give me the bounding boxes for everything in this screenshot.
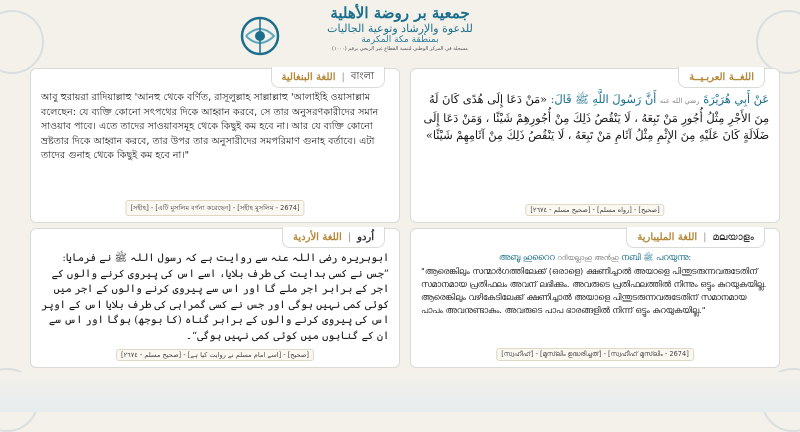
footer-band <box>0 372 800 412</box>
urdu-hadith-text: ابوہریرہ رضی اللہ عنہ سے روایت ہے کہ رسول اللہ ﷺ نے فرمایا: ”جس نے کسی ہدایت کی طرف بلایا، اسے اس کی پیروی کرنے والوں کے اجر کے برابر اجر ملے گا اور اس سے پیروی کرنے والوں کے اجر میں کوئی کمی نہیں ہوگی اور جس نے کسی گمراہی کی طرف بلایا اس کے اوپر اس کی پیروی کرنے والوں کے برابر گناہ (کا بوجھ) ہوگا اور اس سے ان کے گناہوں میں کوئی کمی نہیں ہوگی“۔ <box>41 252 389 342</box>
arabic-opening: أَنَّ رَسُولَ اللَّهِ ﷺ قَالَ: <box>550 93 657 106</box>
urdu-tab-native-label: اُردو <box>357 231 374 243</box>
malayalam-card <box>410 228 780 368</box>
arabic-tab-label: اللغــة العربـيــة <box>689 71 754 83</box>
bengali-tab-arabic-label: اللغة البنغالية <box>281 71 336 83</box>
malayalam-saying: നബി ﷺ പറയുന്നു: <box>621 252 692 262</box>
malayalam-narrator: അബൂ ഹുറൈറ <box>498 252 555 262</box>
organization-city: بمنطقة مكة المكرمة <box>361 35 439 45</box>
organization-logo <box>285 4 515 64</box>
organization-subtitle: للدعوة والإرشاد وتوعية الجاليات <box>327 22 473 35</box>
bengali-source: [সহীহ] - [এটি মুসলিম বর্ণনা করেছেন] - [সহীহ মুসলিম - 2674] <box>125 200 304 216</box>
malayalam-source: [സ്വഹീഹ്] - [മുസ്‌ലിം ഉദ്ധരിച്ചത്] - [സ്വഹീഹ് മുസ്‌ലിം - 2674] <box>496 348 694 361</box>
organization-name: جمعية بر روضة الأهلية <box>330 4 470 22</box>
urdu-card <box>30 228 400 368</box>
arabic-narrator: عَنْ أَبِي هُرَيْرَةَ <box>703 93 769 106</box>
arabic-hadith-text <box>421 91 769 144</box>
urdu-source: [صحیح] - [اسے امام مسلم نے روایت کیا ہے] - [صحيح مسلم - ٢٦٧٤] <box>116 349 314 361</box>
malayalam-hadith-text <box>421 251 769 317</box>
arabic-source: [صحيح] - [رواه مسلم] - [صحيح مسلم - ٢٦٧٤] <box>525 204 664 216</box>
urdu-language-tab: اللغة الأردية | اُردو <box>282 227 385 248</box>
malayalam-tab-native-label: മലയാളം <box>712 231 754 243</box>
malayalam-honorific: റദിയല്ലാഹു അൻഹു <box>557 254 619 262</box>
arabic-honorific: رضي الله عنه <box>659 97 700 105</box>
bengali-language-tab: اللغة البنغالية | বাংলা <box>271 67 385 88</box>
malayalam-hadith-body: "ആരെങ്കിലും സന്മാർഗത്തിലേക്ക് (ഒരാളെ) ക്ഷണിച്ചാൽ അയാളെ പിന്തുടരുന്നവരുടേതിന് സമാനമായ പ്രതിഫലം അവന് ലഭിക്കും. അവരുടെ പ്രതിഫലത്തിൽ നിന്നും ഒട്ടും കുറയുകയില്ല. ആരെങ്കിലും വഴികേടിലേക്ക് ക്ഷണിച്ചാൽ അയാളെ പിന്തുടരുന്നവരുടേതിന് സമാനമായ പാപം അവനുണ്ടാകും. അവരുടെ പാപ ഭാരങ്ങളിൽ നിന്ന് ഒട്ടും കുറയുകയില്ല." <box>421 266 767 315</box>
malayalam-language-tab: اللغة المليبارية | മലയാളം <box>626 227 765 248</box>
header <box>0 0 800 68</box>
organization-registration: مسجلة في المركز الوطني لتنمية القطاع غير الربحي برقم (١٠٠٠) <box>332 46 468 52</box>
arabic-language-tab <box>678 67 765 88</box>
bengali-hadith-text: আবু হুরায়রা রাদিয়াল্লাহু 'আনহু থেকে বর্ণিত, রাসূলুল্লাহ সাল্লাল্লাহু 'আলাইহি ওয়াসাল্লাম বলেছেন: যে ব্যক্তি কোনো সৎপথের দিকে আহ্বান করবে, সে তার অনুসরণকারীদের সমান সাওয়াব পাবে। এতে তাদের সাওয়াবসমূহ থেকে কিছুই কম হবে না। আর যে ব্যক্তি কোনো ভ্রষ্টতার দিকে আহ্বান করবে, তার উপর তার অনুসারীদের সমপরিমাণ গুনাহ বর্তাবে। এটা তাদের গুনাহ থেকে কিছুই কম হবে না।" <box>41 92 379 161</box>
bengali-tab-native-label: বাংলা <box>350 70 374 82</box>
malayalam-tab-arabic-label: اللغة المليبارية <box>637 231 698 243</box>
globe-logo-icon <box>236 12 284 60</box>
arabic-hadith-body: «مَنْ دَعَا إِلَى هُدًى كَانَ لَهُ مِنَ الأَجْرِ مِثْلُ أُجُورِ مَنْ تَبِعَهُ ، لَا يَنْقُصُ ذَلِكَ مِنْ أُجُورِهِمْ شَيْئًا ، وَمَنْ دَعَا إِلَى ضَلَالَةٍ كَانَ عَلَيْهِ مِنَ الإِثْمِ مِثْلُ آثَامِ مَنْ تَبِعَهُ ، لَا يَنْقُصُ ذَلِكَ مِنْ آثَامِهِمْ شَيْئًا» <box>423 93 769 142</box>
bengali-card <box>30 68 400 223</box>
arabic-card <box>410 68 780 223</box>
urdu-tab-arabic-label: اللغة الأردية <box>293 231 342 243</box>
